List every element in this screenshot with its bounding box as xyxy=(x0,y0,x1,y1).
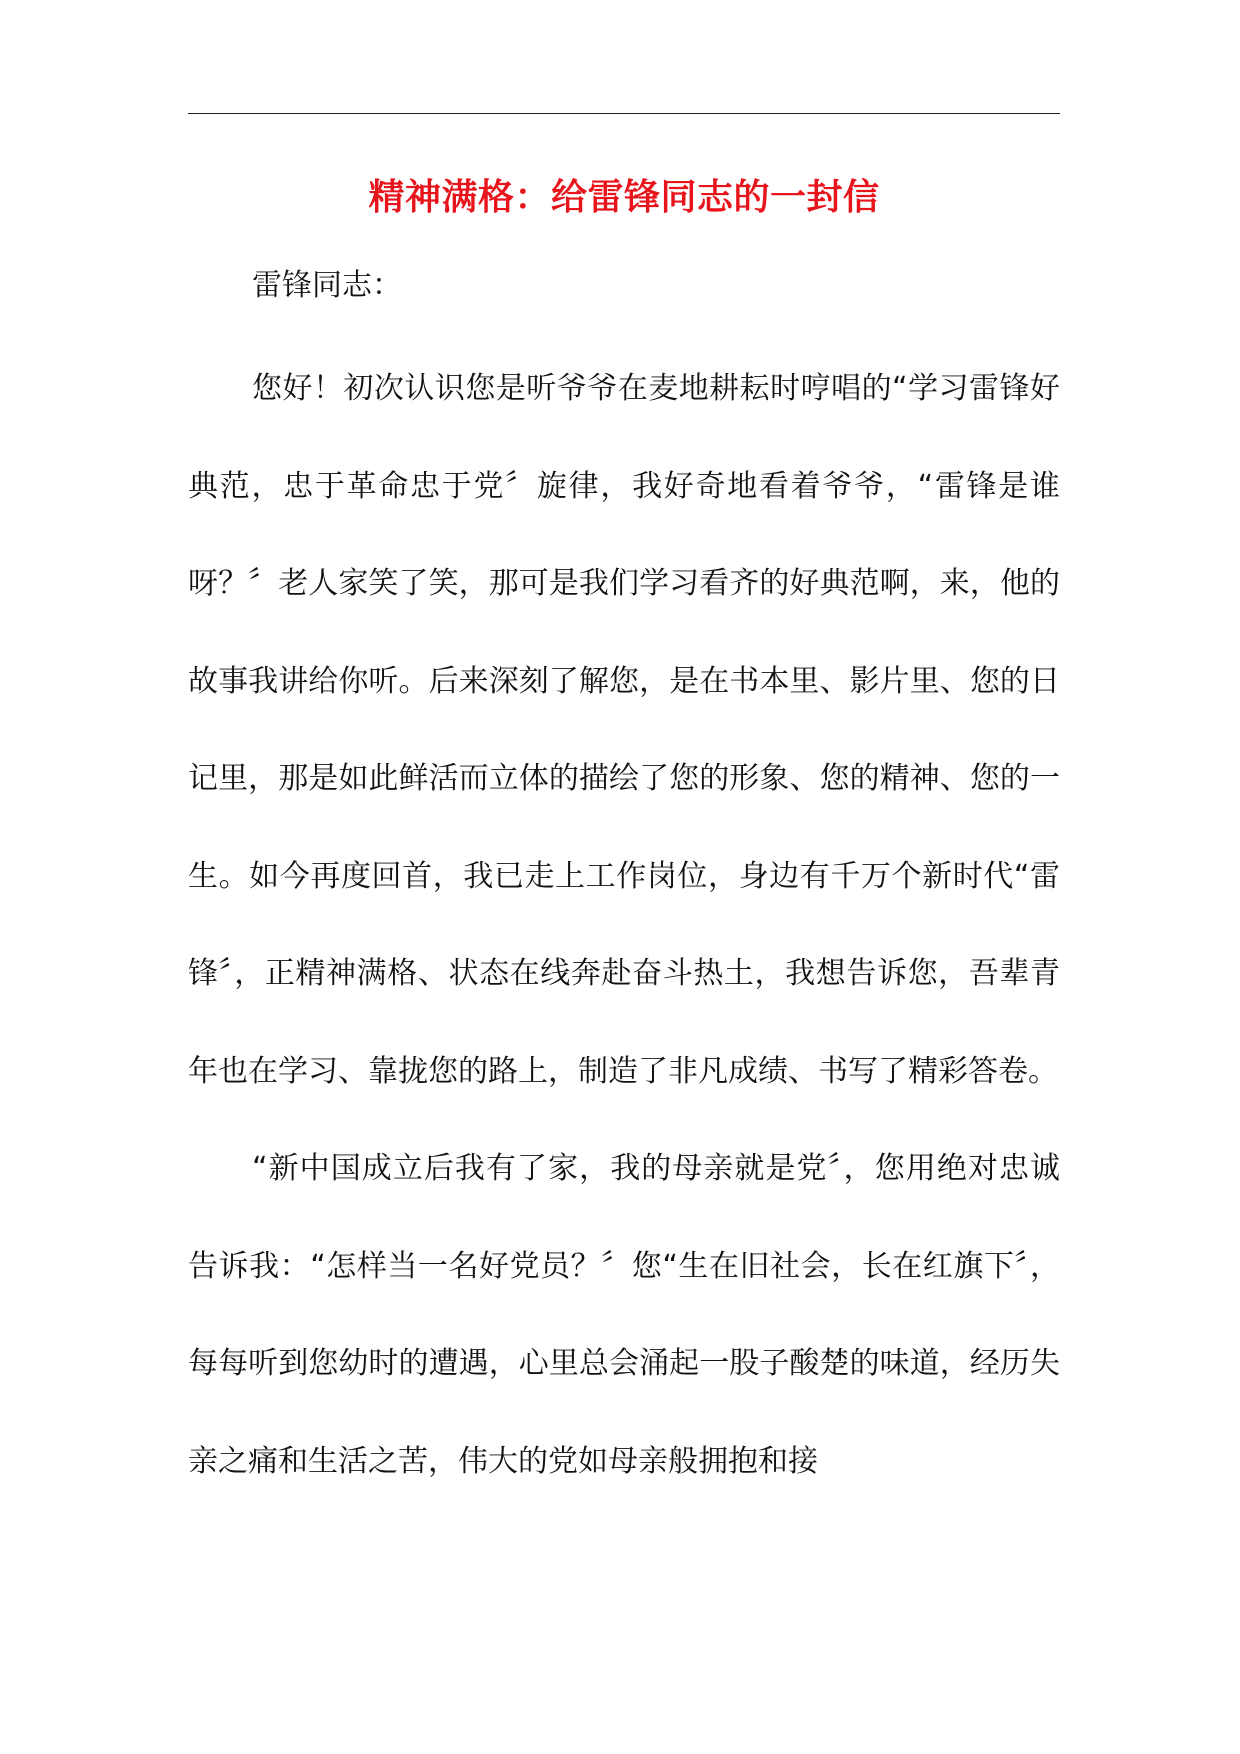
document-title: 精神满格：给雷锋同志的一封信 xyxy=(368,177,880,218)
paragraph: 您好！初次认识您是听爷爷在麦地耕耘时哼唱的“学习雷锋好典范，忠于革命忠于党〞旋律，我好奇地看着爷爷，“雷锋是谁呀？〞老人家笑了笑，那可是我们学习看齐的好典范啊，来，他的故事我讲给你听。后来深刻了解您，是在书本里、影片里、您的日记里，那是如此鲜活而立体的描绘了您的形象、您的精神、您的一生。如今再度回首，我已走上工作岗位，身边有千万个新时代“雷锋〞，正精神满格、状态在线奔赴奋斗热土，我想告诉您，吾辈青年也在学习、靠拢您的路上，制造了非凡成绩、书写了精彩答卷。 xyxy=(188,371,1060,1089)
paragraph: “新中国成立后我有了家，我的母亲就是党〞，您用绝对忠诚告诉我：“怎样当一名好党员？〞您“生在旧社会，长在红旗下〞，每每听到您幼时的遭遇，心里总会涌起一股子酸楚的味道，经历失亲之痛和生活之苦，伟大的党如母亲般拥抱和接 xyxy=(188,1151,1060,1479)
letter-body xyxy=(188,254,1060,1510)
header-rule xyxy=(188,113,1060,114)
salutation: 雷锋同志： xyxy=(252,268,402,303)
